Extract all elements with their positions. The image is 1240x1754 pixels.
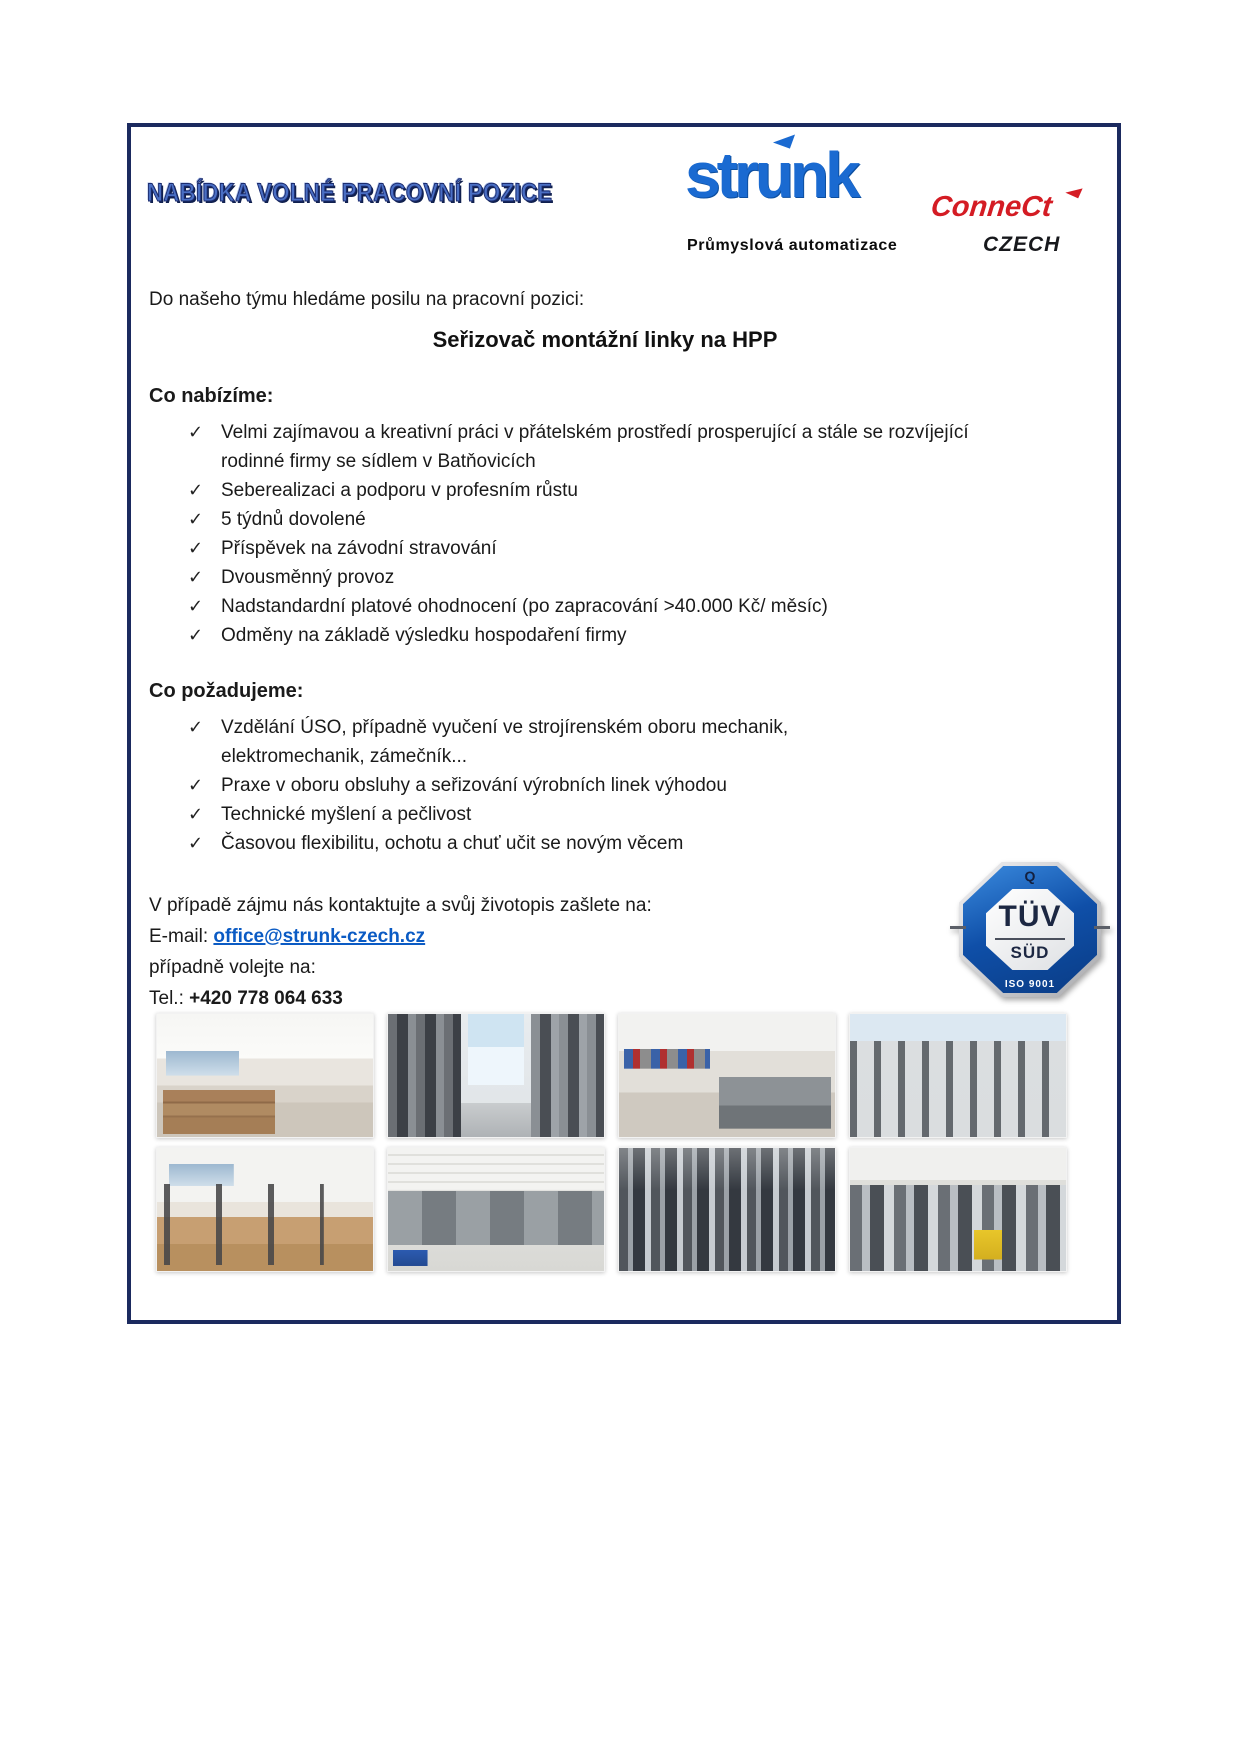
tuv-sud-iso9001-badge [959, 862, 1101, 997]
company-logo [679, 141, 1099, 271]
badge-iso-text: ISO 9001 [1004, 979, 1056, 990]
badge-tuv-text: TÜV [998, 900, 1062, 933]
offer-item [188, 476, 1061, 505]
requirement-item [188, 771, 1061, 800]
position-title: Seřizovač montážní linky na HPP [432, 327, 778, 352]
offer-item-text: Velmi zajímavou a kreativní práci v přátelském prostředí prosperující a stále se rozvíjející rodinné firmy se sídlem v Batňovicích [221, 422, 969, 472]
email-label: E-mail: [149, 926, 214, 947]
offer-item-text: Příspěvek na závodní stravování [221, 538, 497, 559]
checkmark-icon: ✓ [188, 567, 204, 587]
logo-brand-connect: ConneCt [929, 191, 1054, 223]
requirements-heading: Co požadujeme: [149, 680, 304, 702]
factory-photo [618, 1013, 836, 1138]
checkmark-icon: ✓ [188, 422, 204, 442]
offer-item-text: Odměny na základě výsledku hospodaření firmy [221, 625, 627, 646]
badge-q-mark: Q [1024, 868, 1036, 884]
offer-item [188, 592, 1061, 621]
factory-photo [156, 1013, 374, 1138]
call-line: případně volejte na: [149, 957, 316, 978]
factory-photo [387, 1013, 605, 1138]
checkmark-icon: ✓ [188, 625, 204, 645]
requirement-item-text: Praxe v oboru obsluhy a seřizování výrobních linek výhodou [221, 775, 727, 796]
contact-intro: V případě zájmu nás kontaktujte a svůj životopis zašlete na: [149, 895, 652, 916]
checkmark-icon: ✓ [188, 480, 204, 500]
offer-item-text: Nadstandardní platové ohodnocení (po zapracování >40.000 Kč/ měsíc) [221, 596, 828, 617]
offer-item [188, 505, 1061, 534]
factory-photo [618, 1147, 836, 1272]
checkmark-icon: ✓ [188, 538, 204, 558]
factory-photo [849, 1013, 1067, 1138]
logo-tagline: Průmyslová automatizace [687, 237, 898, 254]
factory-photo [849, 1147, 1067, 1272]
checkmark-icon: ✓ [188, 775, 204, 795]
offer-list [149, 418, 1061, 650]
offer-item [188, 418, 1061, 476]
requirement-item [188, 713, 1061, 771]
contact-block [149, 890, 1061, 1014]
checkmark-icon: ✓ [188, 509, 204, 529]
requirements-list [149, 713, 1061, 858]
offer-item [188, 534, 1061, 563]
checkmark-icon: ✓ [188, 596, 204, 616]
requirement-item-text: Časovou flexibilitu, ochotu a chuť učit se novým věcem [221, 833, 684, 854]
factory-photo-grid [156, 1013, 1067, 1272]
factory-photo [387, 1147, 605, 1272]
intro-line: Do našeho týmu hledáme posilu na pracovní pozici: [149, 289, 585, 310]
email-line [149, 921, 1061, 952]
offer-item [188, 621, 1061, 650]
factory-photo [156, 1147, 374, 1272]
page-border-frame [127, 123, 1121, 1324]
requirement-item-text: Vzdělání ÚSO, případně vyučení ve strojírenském oboru mechanik, elektromechanik, zámečník... [221, 717, 789, 767]
logo-arrow-red-icon [1065, 183, 1082, 199]
requirement-item-text: Technické myšlení a pečlivost [221, 804, 472, 825]
offer-item-text: Dvousměnný provoz [221, 567, 395, 588]
checkmark-icon: ✓ [188, 833, 204, 853]
checkmark-icon: ✓ [188, 804, 204, 824]
phone-label: Tel.: [149, 988, 190, 1009]
badge-divider [995, 938, 1065, 940]
offer-heading: Co nabízíme: [149, 385, 274, 407]
offer-item-text: Seberealizaci a podporu v profesním růstu [221, 480, 578, 501]
banner-title: NABÍDKA VOLNÉ PRACOVNÍ POZICE [147, 179, 553, 207]
email-link[interactable]: office@strunk-czech.cz [213, 926, 426, 947]
logo-country: CZECH [983, 233, 1061, 256]
requirement-item [188, 829, 1061, 858]
phone-line [149, 983, 1061, 1014]
requirement-item [188, 800, 1061, 829]
logo-brand-strunk: strunk [685, 139, 857, 211]
document-body [149, 289, 1061, 1014]
checkmark-icon: ✓ [188, 717, 204, 737]
offer-item-text: 5 týdnů dovolené [221, 509, 366, 530]
offer-item [188, 563, 1061, 592]
badge-sud-text: SÜD [1010, 943, 1050, 962]
phone-number: +420 778 064 633 [189, 988, 343, 1009]
